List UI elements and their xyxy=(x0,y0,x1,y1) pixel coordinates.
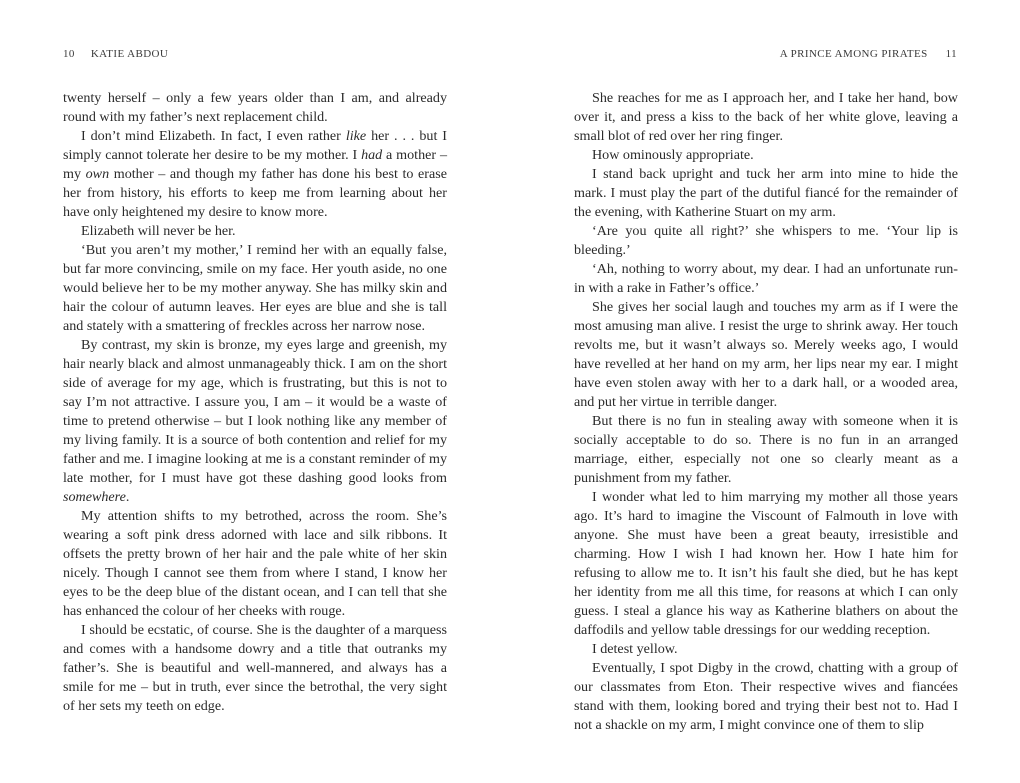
emphasis: had xyxy=(361,147,383,163)
emphasis: somewhere xyxy=(63,489,126,505)
running-head-right xyxy=(780,48,957,60)
paragraph: By contrast, my skin is bronze, my eyes large and greenish, my hair nearly black and almost unmanageably thick. I am on the short side of average for my age, which is frustrating, but this is not to say I’m not attractive. I assure you, I am – it would be a waste of time to pretend otherwise – but I look nothing like any member of my living family. It is a source of both contention and relief for my father and me. I imagine looking at me is a constant reminder of my late mother, for I must have got these dashing good looks from somewhere. xyxy=(63,337,447,505)
paragraph: How ominously appropriate. xyxy=(592,147,754,163)
paragraph: But there is no fun in stealing away with someone when it is socially acceptable to do so. There is no fun in an arranged marriage, either, especially not one so clearly meant as a punishment from my father. xyxy=(574,413,958,486)
paragraph: ‘But you aren’t my mother,’ I remind her with an equally false, but far more convincing, smile on my face. Her youth aside, no one would believe her to be my mother anyway. She has milky skin and hair the colour of autumn leaves. Her eyes are blue and she is tall and stately with a smattering of freckles across her narrow nose. xyxy=(63,242,447,334)
title-running-head: A PRINCE AMONG PIRATES xyxy=(779,48,928,60)
page-number: 10 xyxy=(63,48,75,60)
paragraph: She gives her social laugh and touches my arm as if I were the most amusing man alive. I resist the urge to shrink away. Her touch revolts me, but it wasn’t always so. Merely weeks ago, I would have revelled at her hand on my arm, her lips near my ear. I might have even stolen away with her to a dark hall, or a wooded area, and put her virtue in terrible danger. xyxy=(574,299,958,410)
running-head-left xyxy=(63,48,168,60)
paragraph: I don’t mind Elizabeth. In fact, I even rather like her . . . but I simply cannot tolerate her desire to be my mother. I had a mother – my own mother – and though my father has done his best to erase her from history, his efforts to keep me from learning about her have only heightened my desire to know more. xyxy=(63,128,447,220)
paragraph: twenty herself – only a few years older than I am, and already round with my father’s next replacement child. xyxy=(63,90,447,125)
emphasis: own xyxy=(85,166,110,182)
paragraph: Elizabeth will never be her. xyxy=(81,223,236,239)
paragraph: I stand back upright and tuck her arm into mine to hide the mark. I must play the part of the dutiful fiancé for the remainder of the evening, with Katherine Stuart on my arm. xyxy=(574,166,958,220)
paragraph: ‘Are you quite all right?’ she whispers to me. ‘Your lip is bleeding.’ xyxy=(574,223,958,258)
paragraph: ‘Ah, nothing to worry about, my dear. I had an unfortunate run-in with a rake in Father’s office.’ xyxy=(574,261,958,296)
paragraph: Eventually, I spot Digby in the crowd, chatting with a group of our classmates from Eton. Their respective wives and fiancées stand with them, looking bored and trying their best not to. Had I not a shackle on my arm, I might convince one of them to slip xyxy=(574,660,958,733)
author-running-head: KATIE ABDOU xyxy=(90,48,169,60)
right-page xyxy=(510,0,1020,783)
page-number: 11 xyxy=(945,48,957,60)
body-text xyxy=(574,89,958,735)
paragraph: I should be ecstatic, of course. She is the daughter of a marquess and comes with a handsome dowry and a title that outranks my father’s. She is beautiful and well-mannered, and always has a smile for me – but in truth, ever since the betrothal, the very sight of her sets my teeth on edge. xyxy=(63,622,447,714)
body-text xyxy=(63,89,447,716)
paragraph: I wonder what led to him marrying my mother all those years ago. It’s hard to imagine the Viscount of Falmouth in love with anyone. She must have been a great beauty, irresistible and charming. How I wish I had known her. How I hate him for refusing to allow me to. It isn’t his fault she died, but he has kept her identity from me all this time, for reasons at which I can only guess. I steal a glance his way as Katherine blathers on about the daffodils and yellow table dressings for our wedding reception. xyxy=(574,489,958,638)
paragraph: My attention shifts to my betrothed, across the room. She’s wearing a soft pink dress adorned with lace and silk ribbons. It offsets the pretty brown of her hair and the pale white of her skin nicely. Though I cannot see them from where I stand, I know her eyes to be the deep blue of the distant ocean, and I can tell that she has enhanced the colour of her cheeks with rouge. xyxy=(63,508,447,619)
paragraph: She reaches for me as I approach her, and I take her hand, bow over it, and press a kiss to the back of her white glove, leaving a small blot of red over her ring finger. xyxy=(574,90,958,144)
paragraph: I detest yellow. xyxy=(592,641,678,657)
emphasis: like xyxy=(345,128,367,144)
